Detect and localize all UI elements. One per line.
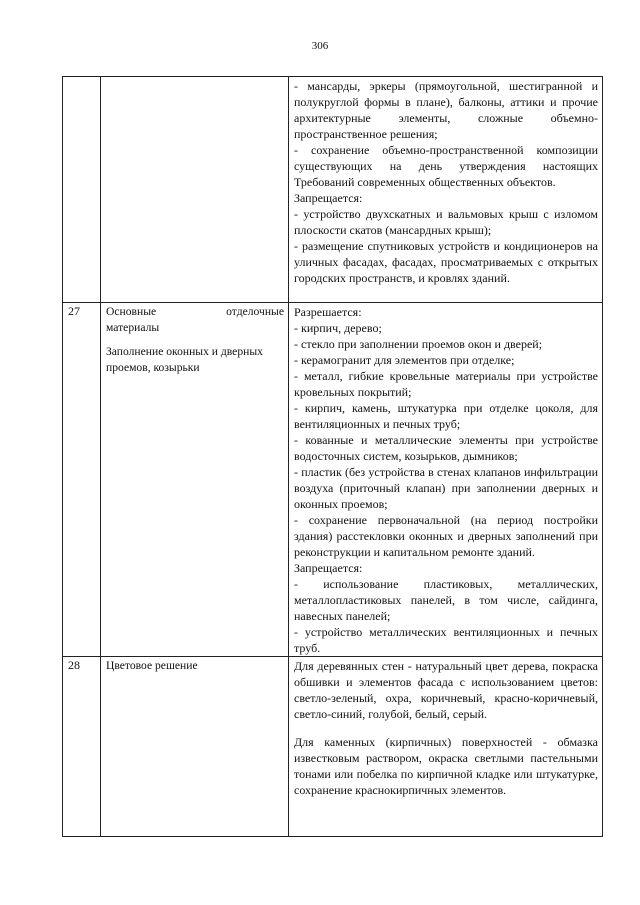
content-paragraph: Для каменных (кирпичных) поверхностей - обмазка известковым раствором, окраска светлыми пастельными тонами или побелка по кирпичной кладке или штукатурке, сохранение краснокирпичных элементов.: [294, 735, 598, 797]
content-paragraph: - керамогранит для элементов при отделке;: [294, 353, 515, 367]
content-paragraph: - пластик (без устройства в стенах клапанов инфильтрации воздуха (приточный клапан) при заполнении дверных и оконных проемов;: [294, 465, 598, 511]
label-secondary: Заполнение оконных и дверных проемов, козырьки: [106, 345, 263, 374]
row-label: Цветовое решение: [101, 657, 289, 837]
row-content: [289, 77, 603, 303]
content-paragraph: Запрещается:: [294, 561, 363, 575]
row-number: 28: [63, 657, 101, 837]
page-number: 306: [311, 40, 329, 52]
content-paragraph: - мансарды, эркеры (прямоугольной, шестигранной и полукруглой формы в плане), балконы, аттики и прочие архитектурные элементы, сложные объемно-пространственное решения;: [294, 79, 598, 141]
content-paragraph: Для деревянных стен - натуральный цвет дерева, покраска обшивки и элементов фасада с использованием цветов: светло-зеленый, охра, коричневый, красно-коричневый, светло-синий, голубой, белый, серый.: [294, 659, 598, 721]
label-line: материалы: [106, 321, 160, 334]
content-paragraph: Запрещается:: [294, 191, 363, 205]
content-paragraph: - размещение спутниковых устройств и кондиционеров на уличных фасадах, фасадах, просматриваемых с открытых городских пространств, и кровлях зданий.: [294, 239, 598, 285]
row-label: [101, 77, 289, 303]
content-paragraph: - кованные и металлические элементы при устройстве водосточных систем, козырьков, дымников;: [294, 433, 598, 463]
content-paragraph: - использование пластиковых, металлических, металлопластиковых панелей, в том числе, сайдинга, навесных панелей;: [294, 577, 598, 623]
content-paragraph: Разрешается:: [294, 305, 362, 319]
content-paragraph: - кирпич, дерево;: [294, 321, 382, 335]
label-word: отделочные: [226, 305, 284, 318]
table-row: [63, 303, 603, 657]
table-row: [63, 77, 603, 303]
content-paragraph: - металл, гибкие кровельные материалы при устройстве кровельных покрытий;: [294, 369, 598, 399]
requirements-table: [62, 76, 603, 837]
label-line: [106, 304, 284, 320]
table-row: [63, 657, 603, 837]
row-number: 27: [63, 303, 101, 657]
row-content: [289, 303, 603, 657]
content-paragraph: - сохранение первоначальной (на период постройки здания) расстекловки оконных и дверных заполнений при реконструкции и капитальном ремонте зданий.: [294, 513, 598, 559]
content-paragraph: - устройство двухскатных и вальмовых крыш с изломом плоскости скатов (мансардных крыш);: [294, 207, 598, 237]
row-label: [101, 303, 289, 657]
label-word: Основные: [106, 305, 157, 318]
row-content: [289, 657, 603, 837]
content-paragraph: - сохранение объемно-пространственной композиции существующих на день утверждения настоящих Требований современных общественных объектов.: [294, 143, 598, 189]
content-paragraph: - кирпич, камень, штукатурка при отделке цоколя, для вентиляционных и печных труб;: [294, 401, 598, 431]
content-paragraph: - стекло при заполнении проемов окон и дверей;: [294, 337, 543, 351]
row-number: [63, 77, 101, 303]
content-paragraph: - устройство металлических вентиляционных и печных труб.: [294, 625, 598, 655]
